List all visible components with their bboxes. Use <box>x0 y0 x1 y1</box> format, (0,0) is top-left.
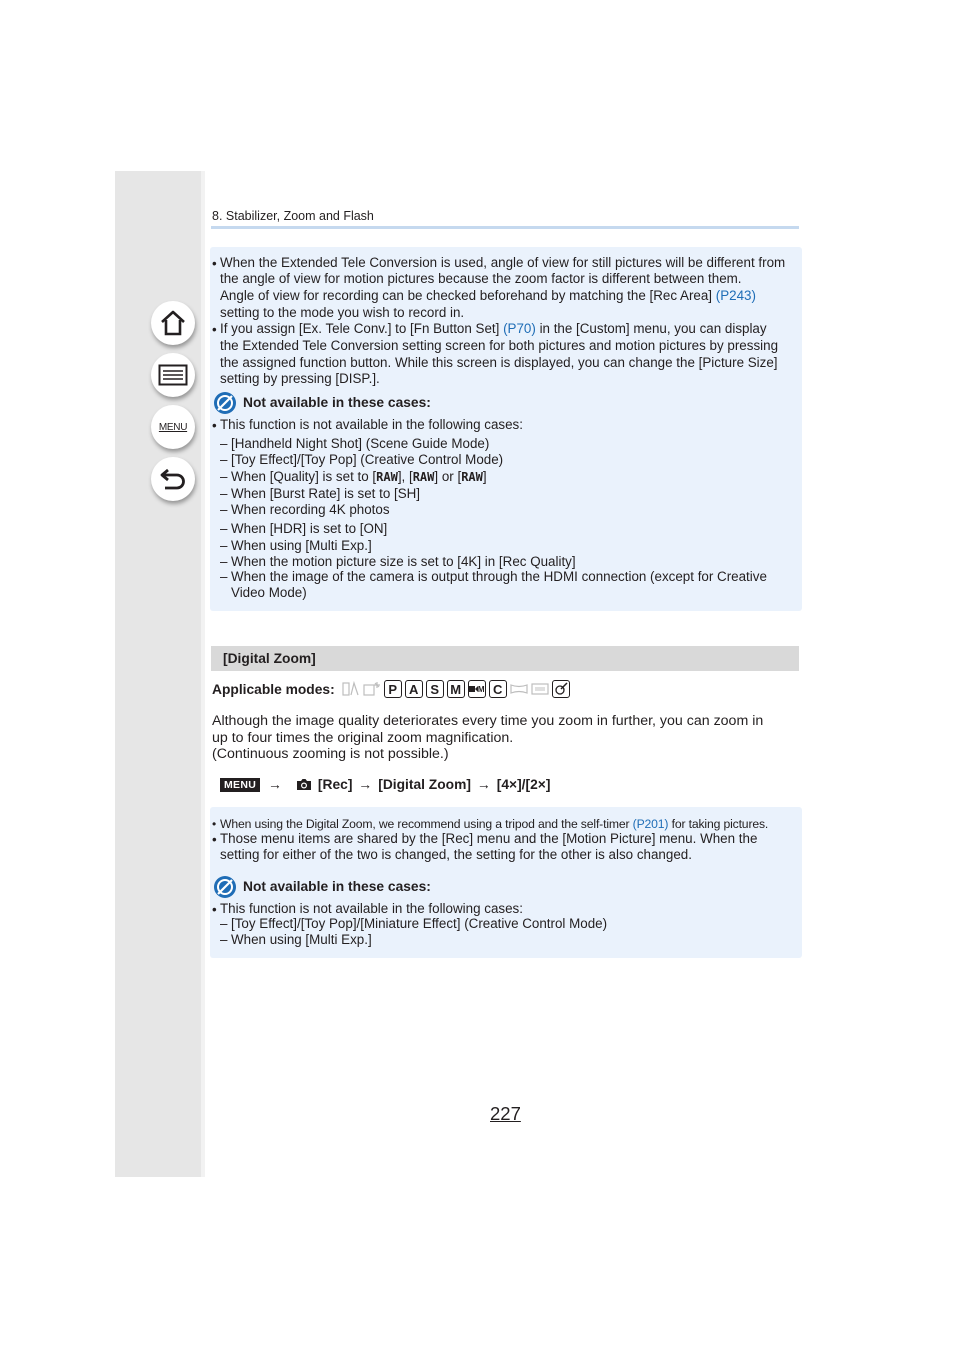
note-text: This function is not available in the following cases: <box>220 417 523 432</box>
note-text: setting to the mode you wish to record in. <box>220 305 465 320</box>
sidebar-edge <box>201 171 205 1177</box>
list-item: – [Toy Effect]/[Toy Pop]/[Miniature Effect] (Creative Control Mode) <box>220 916 608 931</box>
page-number: 227 <box>490 1103 521 1124</box>
bullet: • <box>212 902 217 917</box>
not-available-icon <box>213 391 237 415</box>
bullet: • <box>212 817 217 831</box>
raw-fine-icon: RAW <box>376 470 398 484</box>
intelligent-auto-plus-mode-icon <box>363 680 381 698</box>
menu-values: [4×]/[2×] <box>496 777 551 792</box>
note-text: Those menu items are shared by the [Rec] menu and the [Motion Picture] menu. When the <box>220 831 758 846</box>
menu-icon: MENU <box>158 421 188 433</box>
note-text: If you assign [Ex. Tele Conv.] to [Fn Button Set] (P70) in the [Custom] menu, you can display <box>220 321 767 336</box>
shutter-priority-mode-icon: S <box>426 680 444 698</box>
back-button[interactable] <box>151 457 195 501</box>
note-text: Angle of view for recording can be checked beforehand by matching the [Rec Area] (P243) <box>220 288 756 303</box>
creative-video-mode-icon: M <box>468 680 486 698</box>
section-heading-digital-zoom <box>211 646 799 671</box>
note-text: the Extended Tele Conversion setting screen for both pictures and motion pictures by pressing <box>220 338 779 353</box>
menu-button[interactable] <box>151 405 195 449</box>
bullet: • <box>212 418 217 433</box>
program-mode-icon: P <box>384 680 402 698</box>
arrow-icon: → <box>358 777 373 792</box>
aperture-priority-mode-icon: A <box>405 680 423 698</box>
description-paragraph <box>212 713 802 763</box>
home-button[interactable] <box>151 301 195 345</box>
bullet: • <box>212 322 217 337</box>
list-item: – When [Quality] is set to [RAW], [RAW] or [RAW] <box>220 469 487 484</box>
panorama-mode-icon <box>510 680 528 698</box>
link-p70[interactable]: (P70) <box>503 321 536 336</box>
not-available-heading <box>213 391 431 415</box>
arrow-icon: → <box>268 777 282 792</box>
home-icon <box>159 309 187 337</box>
note-text: When using the Digital Zoom, we recommend using a tripod and the self-timer (P201) for taking pictures. <box>220 817 769 831</box>
list-item: – When the image of the camera is output through the HDMI connection (except for Creative <box>220 569 767 584</box>
custom-mode-icon: C <box>489 680 507 698</box>
menu-badge: MENU <box>220 778 260 792</box>
note-text: setting for either of the two is changed, the setting for the other is also changed. <box>220 847 692 862</box>
manual-mode-icon: M <box>447 680 465 698</box>
link-p201[interactable]: (P201) <box>632 817 669 831</box>
menu-digital-zoom: [Digital Zoom] <box>378 777 471 792</box>
note-text: the assigned function button. While this screen is displayed, you can change the [Picture Size] <box>220 355 778 370</box>
chapter-title: 8. Stabilizer, Zoom and Flash <box>212 209 374 223</box>
paragraph-line: Although the image quality deteriorates every time you zoom in further, you can zoom in <box>212 713 764 729</box>
list-item: – When recording 4K photos <box>220 502 390 517</box>
scene-guide-mode-icon <box>531 680 549 698</box>
note-text: the angle of view for motion pictures because the zoom factor is different between them. <box>220 271 742 286</box>
paragraph-line: (Continuous zooming is not possible.) <box>212 746 449 763</box>
raw-icon: RAW <box>461 470 483 484</box>
not-available-title: Not available in these cases: <box>243 878 431 894</box>
not-available-title: Not available in these cases: <box>243 394 431 410</box>
list-item: – When the motion picture size is set to [4K] in [Rec Quality] <box>220 554 576 569</box>
note-text: setting by pressing [DISP.]. <box>220 371 380 386</box>
menu-rec: [Rec] <box>317 777 353 792</box>
bullet: • <box>212 832 217 847</box>
note-text: This function is not available in the following cases: <box>220 901 523 916</box>
list-icon <box>158 364 188 386</box>
applicable-modes <box>212 679 573 699</box>
list-item: – When using [Multi Exp.] <box>220 538 372 553</box>
raw-standard-icon: RAW <box>412 470 435 484</box>
intelligent-auto-mode-icon <box>342 680 360 698</box>
not-available-heading <box>213 875 431 899</box>
list-item: – When using [Multi Exp.] <box>220 932 372 947</box>
arrow-icon: → <box>476 777 491 792</box>
camera-icon <box>296 778 312 791</box>
back-arrow-icon <box>159 466 187 492</box>
creative-control-mode-icon <box>552 680 570 698</box>
bullet: • <box>212 256 217 271</box>
contents-button[interactable] <box>151 353 195 397</box>
note-box-digital-zoom <box>210 807 802 958</box>
note-text: When the Extended Tele Conversion is used, angle of view for still pictures will be different from <box>220 255 786 270</box>
not-available-icon <box>213 875 237 899</box>
list-item: – [Toy Effect]/[Toy Pop] (Creative Control Mode) <box>220 452 504 467</box>
list-item: – [Handheld Night Shot] (Scene Guide Mode) <box>220 436 490 451</box>
header-rule <box>211 226 799 229</box>
menu-path <box>220 777 550 792</box>
paragraph-line: up to four times the original zoom magnification. <box>212 729 514 746</box>
list-item: – When [Burst Rate] is set to [SH] <box>220 486 421 501</box>
modes-label: Applicable modes: <box>212 681 335 697</box>
link-p243[interactable]: (P243) <box>715 288 756 303</box>
section-title: [Digital Zoom] <box>223 651 316 666</box>
list-item: – When [HDR] is set to [ON] <box>220 521 388 536</box>
list-item-continued: Video Mode) <box>231 585 307 600</box>
note-box-extended-tele <box>210 247 802 611</box>
